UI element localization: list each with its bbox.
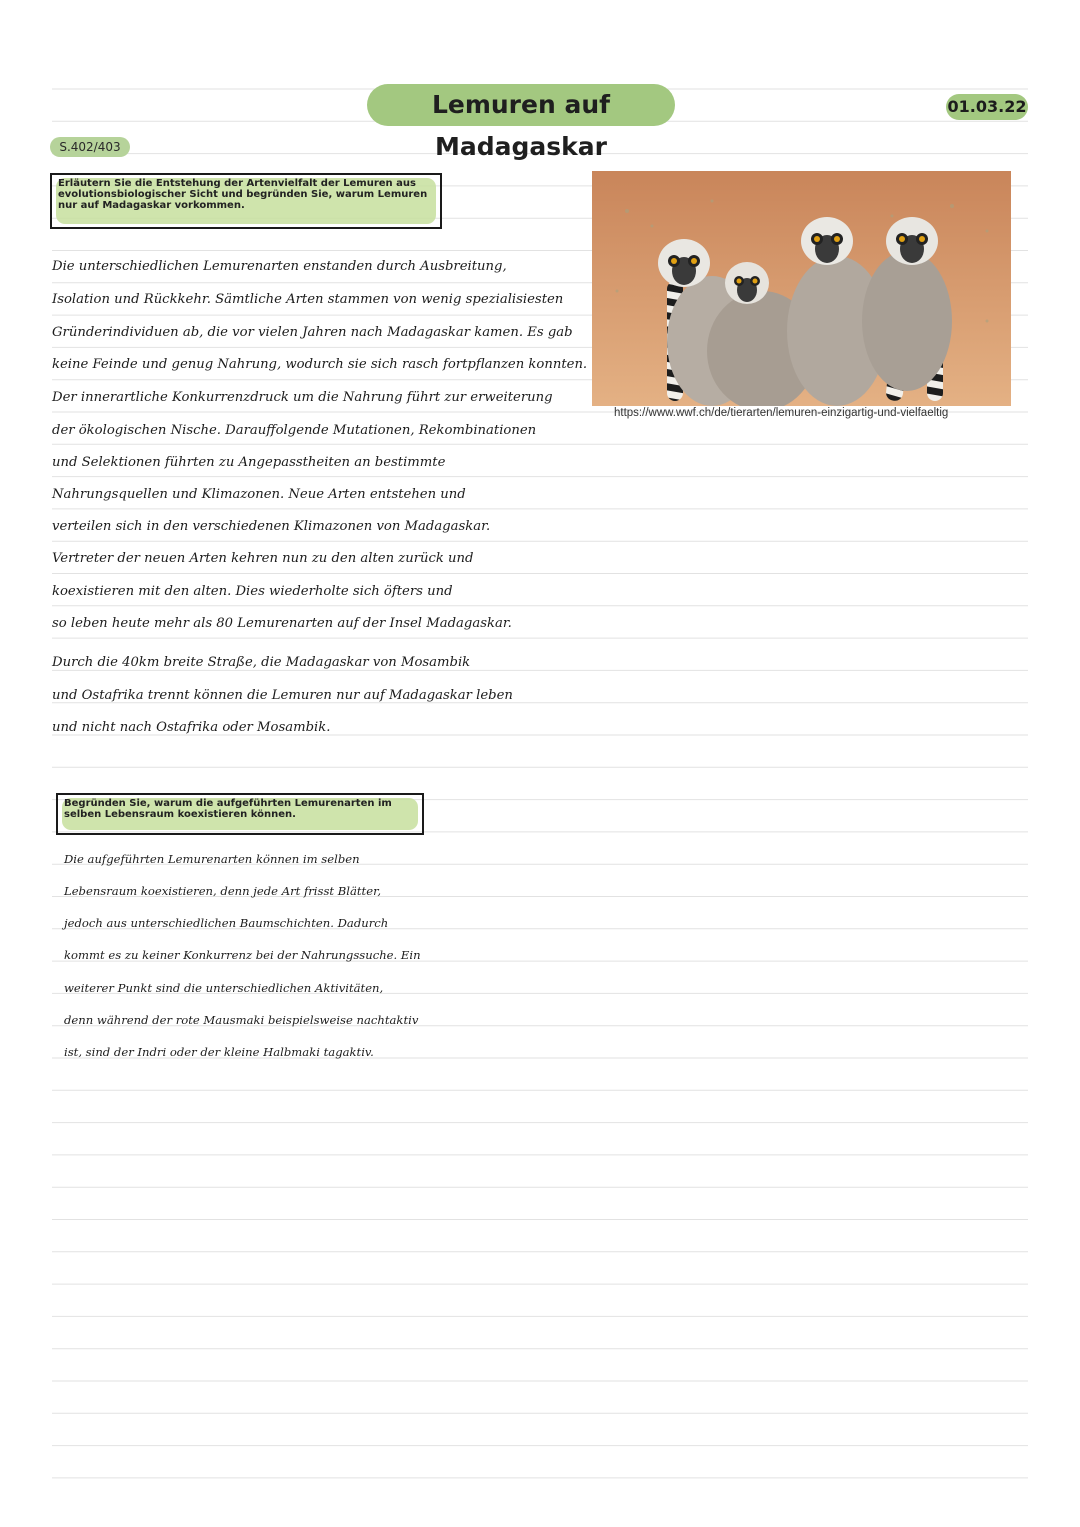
- lemur-photo: [592, 171, 1011, 406]
- answer-1-line: Der innerartliche Konkurrenzdruck um die Nahrung führt zur erweiterung: [52, 390, 553, 405]
- answer-1-line: Vertreter der neuen Arten kehren nun zu den alten zurück und: [52, 551, 474, 566]
- answer-1-line: und Selektionen führten zu Angepasstheiten an bestimmte: [52, 455, 446, 470]
- answer-1-line: Gründerindividuen ab, die vor vielen Jahren nach Madagaskar kamen. Es gab: [52, 325, 573, 340]
- answer-1-line: so leben heute mehr als 80 Lemurenarten auf der Insel Madagaskar.: [52, 616, 512, 631]
- lemur-illustration: [592, 171, 1011, 406]
- answer-1-line: keine Feinde und genug Nahrung, wodurch sie sich rasch fortpflanzen konnten.: [52, 357, 588, 372]
- answer-1-line: koexistieren mit den alten. Dies wiederholte sich öfters und: [52, 584, 453, 599]
- task-1-prompt: Erläutern Sie die Entstehung der Artenvielfalt der Lemuren aus evolutionsbiologischer Sicht und begründen Sie, warum Lemuren nur auf Madagaskar vorkommen.: [58, 178, 428, 211]
- page-reference-badge: S.402/403: [50, 137, 130, 157]
- task-2-prompt: Begründen Sie, warum die aufgeführten Lemurenarten im selben Lebensraum koexistieren können.: [64, 798, 392, 820]
- task-1-box: [50, 173, 442, 229]
- answer-1-line: Isolation und Rückkehr. Sämtliche Arten stammen von wenig spezialisiesten: [52, 292, 564, 307]
- answer-1-line: Die unterschiedlichen Lemurenarten enstanden durch Ausbreitung,: [52, 259, 507, 274]
- answer-2-line: Lebensraum koexistieren, denn jede Art frisst Blätter,: [64, 884, 382, 898]
- answer-2-line: kommt es zu keiner Konkurrenz bei der Nahrungssuche. Ein: [64, 948, 421, 962]
- answer-1-line: verteilen sich in den verschiedenen Klimazonen von Madagaskar.: [52, 519, 491, 534]
- answer-2-line: weiterer Punkt sind die unterschiedlichen Aktivitäten,: [64, 981, 384, 995]
- task-2-box: [56, 793, 424, 835]
- page-date: 01.03.22: [947, 97, 1027, 116]
- answer-2-line: ist, sind der Indri oder der kleine Halbmaki tagaktiv.: [64, 1045, 374, 1059]
- page-title: Lemuren auf Madagaskar: [431, 90, 611, 161]
- answer-2-line: jedoch aus unterschiedlichen Baumschichten. Dadurch: [64, 916, 389, 930]
- answer-2-line: Die aufgeführten Lemurenarten können im selben: [64, 852, 360, 866]
- image-source-caption: https://www.wwf.ch/de/tierarten/lemuren-einzigartig-und-vielfaeltig: [614, 407, 949, 419]
- answer-1-line: Nahrungsquellen und Klimazonen. Neue Arten entstehen und: [52, 487, 466, 502]
- answer-1-line: Durch die 40km breite Straße, die Madagaskar von Mosambik: [52, 655, 471, 670]
- answer-1-line: der ökologischen Nische. Darauffolgende Mutationen, Rekombinationen: [52, 423, 537, 438]
- answer-1-line: und Ostafrika trennt können die Lemuren nur auf Madagaskar leben: [52, 688, 513, 703]
- answer-1-line: und nicht nach Ostafrika oder Mosambik.: [52, 720, 331, 735]
- answer-2-line: denn während der rote Mausmaki beispielsweise nachtaktiv: [64, 1013, 419, 1027]
